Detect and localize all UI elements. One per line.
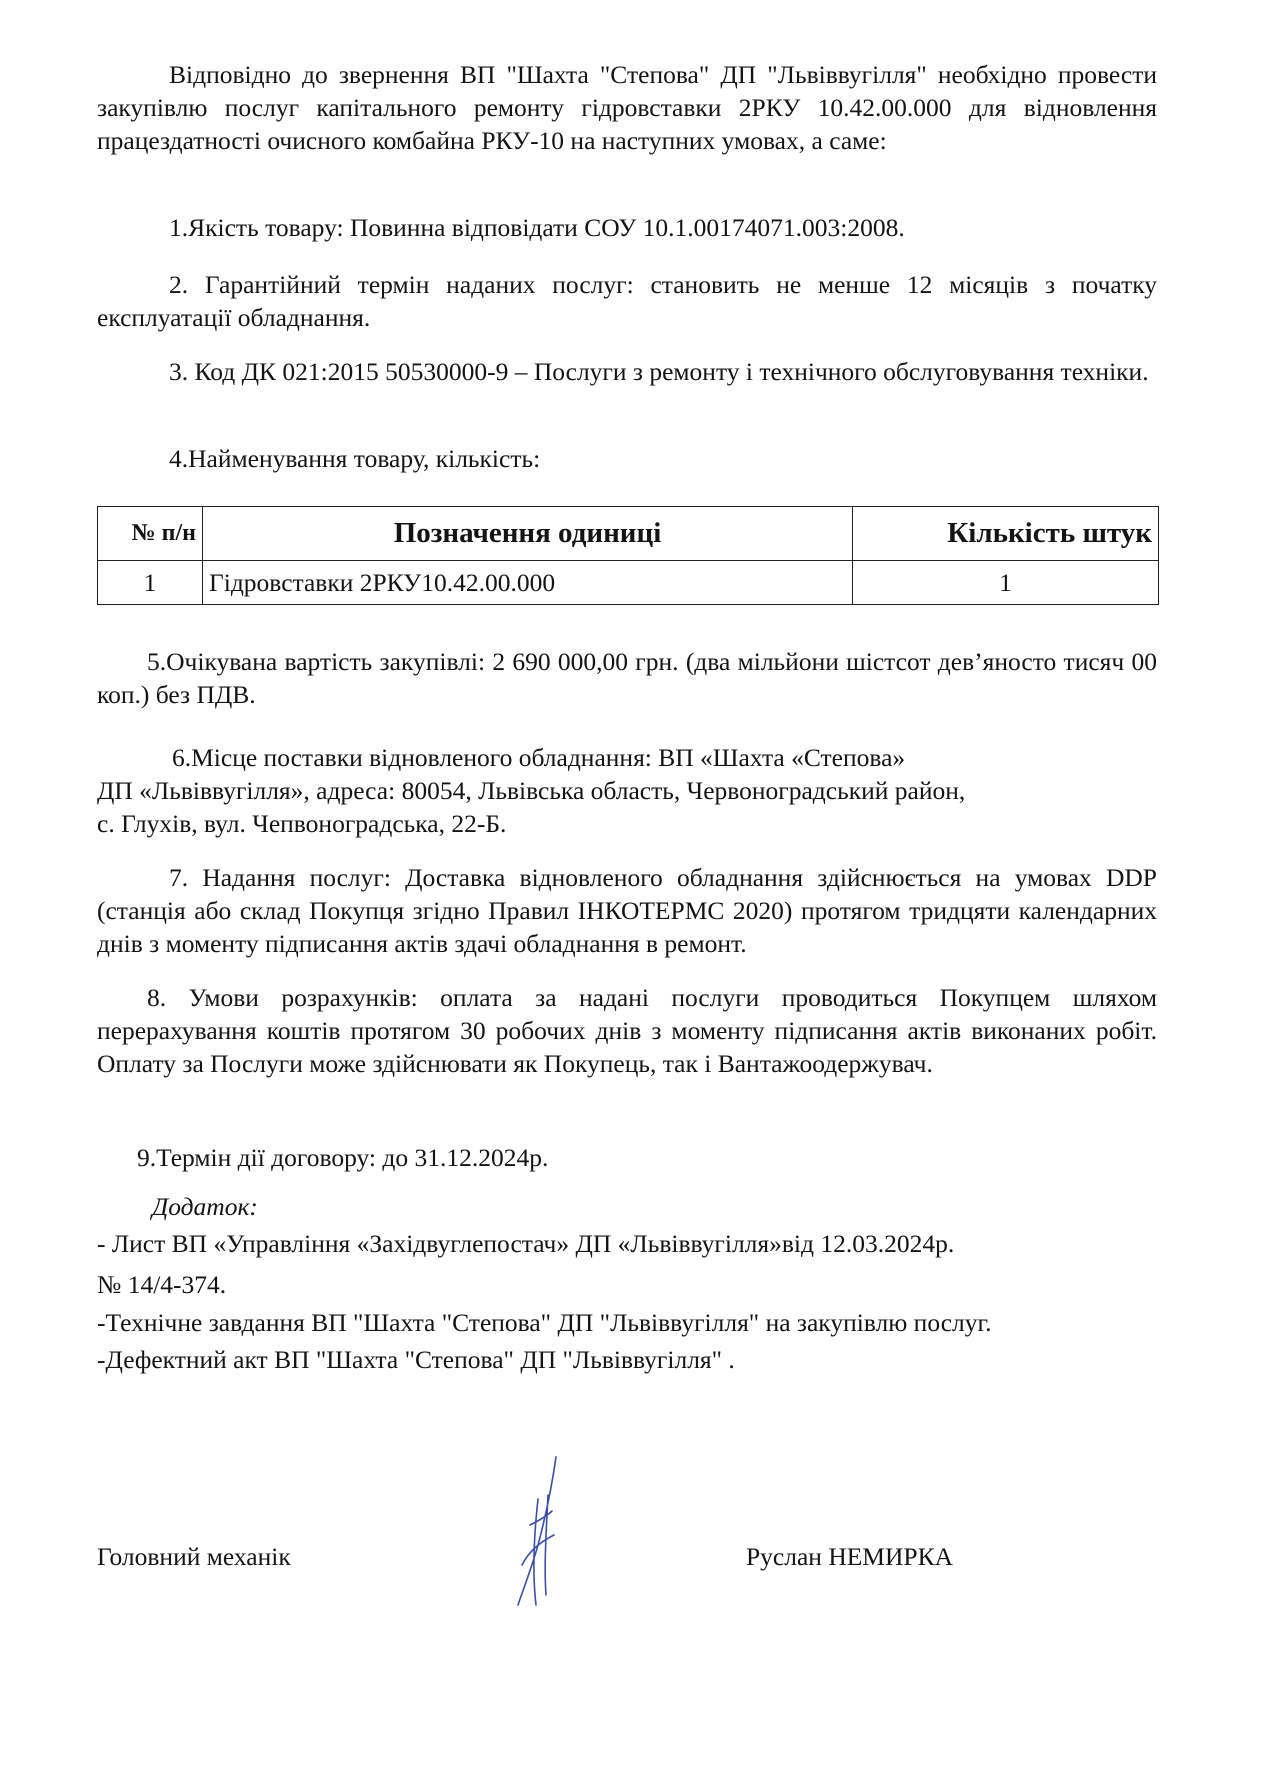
item-services: 7. Надання послуг: Доставка відновленого обладнання здійснюється на умовах DDP (станція або склад Покупця згідно Правил ІНКОТЕРМС 2020) протягом тридцяти календарних днів з моменту підписання актів здачі обладнання в ремонт.	[97, 863, 1157, 958]
signoff-name: Руслан НЕМИРКА	[746, 1542, 954, 1571]
table-header-row	[98, 507, 1159, 561]
appendix-line-2: № 14/4-374.	[97, 1270, 227, 1299]
item-delivery-place-line1: 6.Місце поставки відновленого обладнання: ВП «Шахта «Степова»	[172, 743, 906, 772]
item-dk-code: 3. Код ДК 021:2015 50530000-9 – Послуги з ремонту і технічного обслуговування техніки.	[169, 357, 1149, 386]
item-goods-title: 4.Найменування товару, кількість:	[169, 444, 541, 473]
item-quality: 1.Якість товару: Повинна відповідати СОУ 10.1.00174071.003:2008.	[169, 213, 905, 242]
item-contract-term: 9.Термін дії договору: до 31.12.2024р.	[137, 1143, 549, 1172]
item-expected-cost: 5.Очікувана вартість закупівлі: 2 690 000,00 грн. (два мільйони шістсот дев’яносто тисяч 00 коп.) без ПДВ.	[97, 647, 1157, 709]
item-delivery-place-line3: с. Глухів, вул. Чепвоноградська, 22-Б.	[97, 809, 507, 838]
table-row	[98, 561, 1159, 605]
row-num: 1	[98, 561, 203, 605]
row-qty: 1	[853, 561, 1159, 605]
header-num: № п/н	[98, 507, 203, 561]
item-warranty: 2. Гарантійний термін наданих послуг: становить не менше 12 місяців з початку експлуатації обладнання.	[97, 270, 1157, 332]
appendix-line-3: -Технічне завдання ВП "Шахта "Степова" ДП "Львіввугілля" на закупівлю послуг.	[97, 1308, 992, 1337]
item-payment-terms: 8. Умови розрахунків: оплата за надані послуги проводиться Покупцем шляхом перерахування коштів протягом 30 робочих днів з моменту підписання актів виконаних робіт. Оплату за Послуги може здійснювати як Покупець, так і Вантажоодержувач.	[97, 983, 1157, 1078]
item-delivery-place-line2: ДП «Львіввугілля», адреса: 80054, Львівська область, Червоноградський район,	[97, 776, 966, 805]
appendix-line-1: - Лист ВП «Управління «Західвуглепостач» ДП «Львіввугілля»від 12.03.2024р.	[97, 1229, 955, 1258]
appendix-line-4: -Дефектний акт ВП "Шахта "Степова" ДП "Львіввугілля" .	[97, 1345, 735, 1374]
signoff-position: Головний механік	[97, 1542, 291, 1571]
signature-image	[508, 1455, 578, 1615]
appendix-title: Додаток:	[152, 1192, 258, 1221]
header-qty: Кількість штук	[853, 507, 1159, 561]
goods-table	[97, 506, 1159, 605]
header-name: Позначення одиниці	[203, 507, 853, 561]
row-name: Гідровставки 2РКУ10.42.00.000	[203, 561, 853, 605]
intro-paragraph: Відповідно до звернення ВП "Шахта "Степова" ДП "Львіввугілля" необхідно провести закупівлю послуг капітального ремонту гідровставки 2РКУ 10.42.00.000 для відновлення працездатності очисного комбайна РКУ-10 на наступних умовах, а саме:	[97, 60, 1157, 155]
